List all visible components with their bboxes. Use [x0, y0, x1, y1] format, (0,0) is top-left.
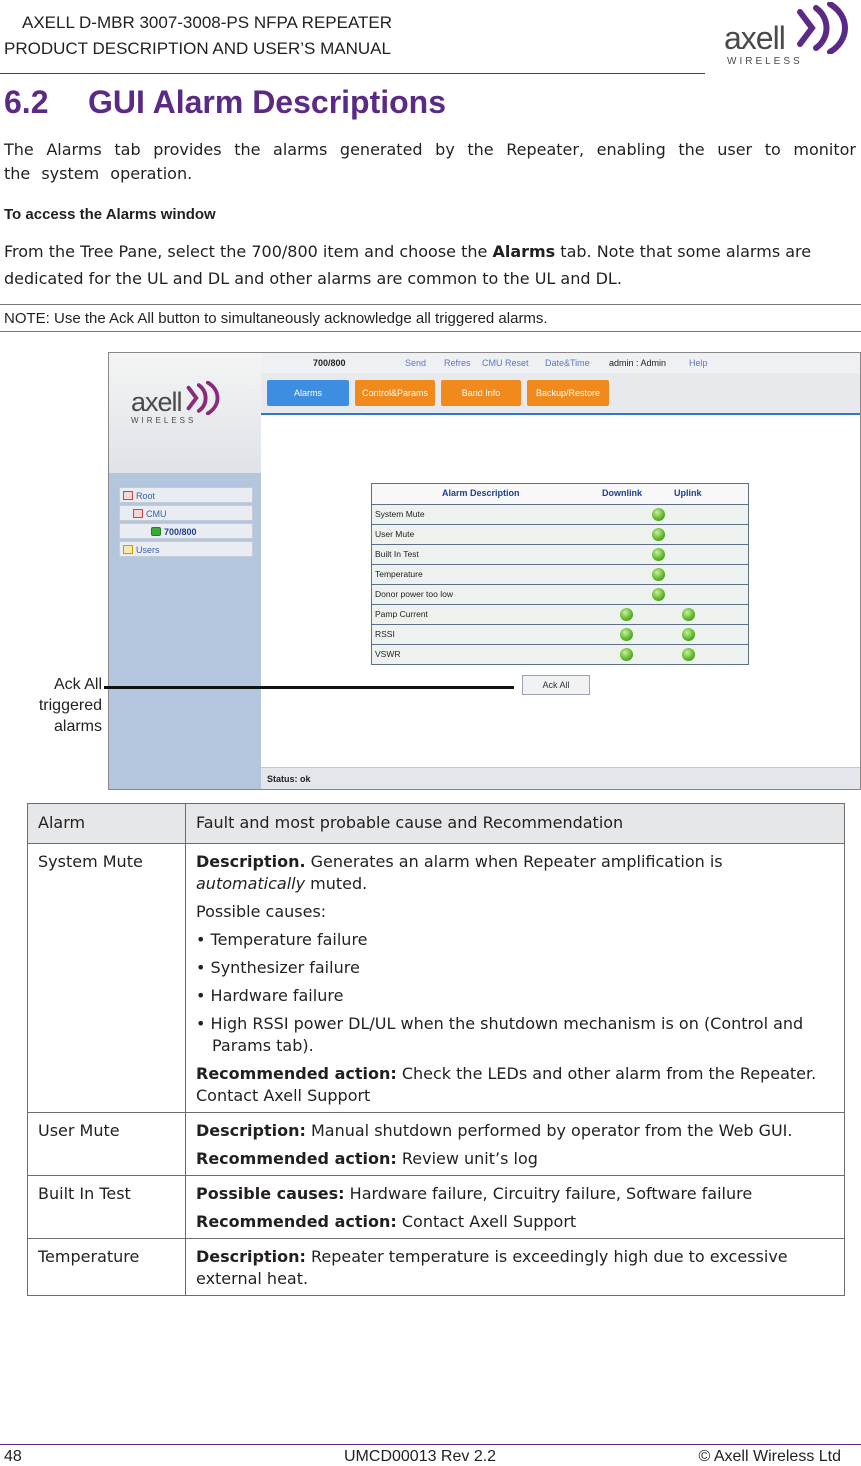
description-label: Description:: [196, 1247, 306, 1266]
intro-paragraph: The Alarms tab provides the alarms generated by the Repeater, enabling the user to monitor the system operation.: [4, 140, 856, 183]
cmu-icon: [133, 509, 143, 518]
row-recommendation: [196, 1211, 834, 1233]
alarm-status-row: [372, 524, 748, 544]
ack-all-button[interactable]: Ack All: [522, 675, 590, 695]
tree-label-cmu: CMU: [146, 509, 167, 519]
tree-item-users[interactable]: [119, 541, 253, 557]
footer-doc-id: UMCD00013 Rev 2.2: [344, 1448, 497, 1465]
header-fault: Fault and most probable cause and Recommendation: [186, 804, 845, 844]
bullet-text: High RSSI power DL/UL when the shutdown mechanism is on (Control and Params tab).: [210, 1014, 804, 1055]
tree-label-users: Users: [136, 545, 160, 555]
alarm-status-row: [372, 604, 748, 624]
alarm-status-row: [372, 564, 748, 584]
header-line-1: AXELL D-MBR 3007-3008-PS NFPA REPEATER: [22, 13, 393, 32]
help-link[interactable]: Help: [689, 358, 708, 368]
alarm-row-label: Built In Test: [375, 549, 419, 559]
description-label: Possible causes:: [196, 1184, 345, 1203]
description-label: Description:: [196, 1121, 306, 1140]
procedure-bold: Alarms: [492, 242, 556, 261]
sidebar-logo-area: [109, 353, 261, 473]
row-recommendation: [196, 1063, 834, 1107]
status-led-icon: [620, 608, 633, 621]
header-line-2: PRODUCT DESCRIPTION AND USER’S MANUAL: [4, 39, 391, 58]
row-description: [196, 1183, 834, 1205]
row-description: [196, 851, 834, 895]
status-led-icon: [652, 528, 665, 541]
topbar-device: 700/800: [313, 358, 346, 368]
table-row: [28, 1239, 845, 1296]
description-post: muted.: [305, 874, 368, 893]
callout-line: [104, 686, 514, 689]
root-icon: [123, 491, 133, 500]
bullet-text: Synthesizer failure: [210, 958, 360, 977]
axell-logo: [722, 2, 852, 68]
refresh-link[interactable]: Refres: [444, 358, 471, 368]
tree-label-root: Root: [136, 491, 156, 501]
status-led-icon: [620, 648, 633, 661]
band-icon: [151, 527, 161, 536]
header-rule: [0, 73, 705, 74]
tree-label-700-800: 700/800: [164, 527, 197, 537]
recommendation-text: Check the LEDs and other alarm from the Repeater. Contact Axell Support: [196, 1064, 817, 1105]
alarm-row-label: VSWR: [375, 649, 401, 659]
alarm-row-label: User Mute: [375, 529, 415, 539]
alarm-row-label: Donor power too low: [375, 589, 453, 599]
callout-line-2: triggered: [38, 697, 102, 714]
alarm-status-table: [371, 483, 749, 665]
footer-copyright: © Axell Wireless Ltd: [698, 1448, 841, 1465]
table-row: [28, 1113, 845, 1176]
footer-rule: [0, 1444, 861, 1445]
alarm-status-row: [372, 584, 748, 604]
alarm-status-row: [372, 624, 748, 644]
col-alarm-description: Alarm Description: [442, 488, 520, 498]
status-led-icon: [682, 628, 695, 641]
section-number: 6.2: [4, 84, 49, 120]
row-fault-cell: [186, 1239, 845, 1296]
description-text: Hardware failure, Circuitry failure, Software failure: [344, 1184, 753, 1203]
procedure-pre: From the Tree Pane, select the 700/800 item and choose the: [4, 242, 493, 261]
alarm-row-label: Temperature: [375, 569, 423, 579]
logo-signal-icon: [796, 2, 852, 54]
status-led-icon: [682, 648, 695, 661]
alarm-row-label: RSSI: [375, 629, 395, 639]
bullet-item: • High RSSI power DL/UL when the shutdown mechanism is on (Control and Params tab).: [196, 1014, 804, 1055]
recommendation-text: Contact Axell Support: [396, 1212, 577, 1231]
alarm-rows: [372, 504, 748, 664]
users-icon: [123, 545, 133, 554]
table-row: [28, 844, 845, 1113]
top-bar: [261, 353, 860, 374]
datetime-link[interactable]: Date&Time: [545, 358, 590, 368]
footer-page-number: 48: [4, 1448, 22, 1465]
col-uplink: Uplink: [674, 488, 702, 498]
row-alarm-name: Temperature: [28, 1239, 186, 1296]
alarm-row-label: System Mute: [375, 509, 425, 519]
user-label: admin : Admin: [609, 358, 667, 368]
status-led-icon: [652, 548, 665, 561]
running-header: [4, 10, 392, 62]
procedure-paragraph: [4, 238, 856, 292]
bullet-item: • Synthesizer failure: [196, 958, 360, 977]
tree-item-cmu[interactable]: [119, 505, 253, 521]
logo-sub: WIRELESS: [727, 56, 803, 67]
tab-alarms[interactable]: Alarms: [267, 380, 349, 406]
table-header-row: [28, 804, 845, 844]
recommendation-label: Recommended action:: [196, 1149, 397, 1168]
note: NOTE: Use the Ack All button to simultaneously acknowledge all triggered alarms.: [0, 304, 861, 332]
sidebar-logo-word: axell: [131, 387, 182, 417]
alarm-status-row: [372, 644, 748, 664]
bullet-item: • Temperature failure: [196, 930, 368, 949]
callout-label: [4, 674, 102, 737]
sidebar-logo-signal-icon: [186, 381, 222, 415]
bullet-item: • Hardware failure: [196, 986, 344, 1005]
description-em: automatically: [196, 874, 306, 893]
col-downlink: Downlink: [602, 488, 642, 498]
description-text: Repeater temperature is exceedingly high due to excessive external heat.: [196, 1247, 788, 1288]
logo-word: axell: [724, 20, 785, 56]
sidebar-logo-sub: WIRELESS: [131, 416, 197, 425]
tree-item-700-800[interactable]: [119, 523, 253, 539]
recommendation-label: Recommended action:: [196, 1212, 397, 1231]
header-alarm: Alarm: [28, 804, 186, 844]
row-description: [196, 1120, 834, 1142]
recommendation-text: Review unit’s log: [396, 1149, 538, 1168]
status-bar: Status: ok: [261, 767, 860, 789]
row-fault-cell: [186, 1176, 845, 1239]
callout-line-3: alarms: [53, 718, 102, 735]
alarm-status-row: [372, 544, 748, 564]
row-alarm-name: User Mute: [28, 1113, 186, 1176]
row-alarm-name: Built In Test: [28, 1176, 186, 1239]
description-pre: Generates an alarm when Repeater amplification is: [305, 852, 723, 871]
section-title: GUI Alarm Descriptions: [88, 84, 447, 120]
status-led-icon: [652, 568, 665, 581]
send-link[interactable]: Send: [405, 358, 427, 368]
section-heading: [4, 84, 446, 121]
cmu-reset-link[interactable]: CMU Reset: [482, 358, 529, 368]
procedure-post: tab. Note that some alarms are dedicated for the UL and DL and other alarms are common to the UL and DL.: [4, 242, 812, 288]
row-fault-cell: [186, 844, 845, 1113]
alarm-table-header: [372, 484, 748, 504]
description-text: Manual shutdown performed by operator from the Web GUI.: [305, 1121, 793, 1140]
procedure-heading: To access the Alarms window: [4, 206, 216, 223]
row-fault-cell: [186, 1113, 845, 1176]
status-led-icon: [620, 628, 633, 641]
recommendation-label: Recommended action:: [196, 1064, 397, 1083]
alarms-screenshot: [108, 352, 861, 790]
status-led-icon: [652, 588, 665, 601]
callout-line-1: Ack All: [53, 676, 102, 693]
tree-pane: [109, 353, 261, 789]
sidebar-logo: [131, 381, 222, 425]
bullet-text: Hardware failure: [210, 986, 344, 1005]
description-label: Description.: [196, 852, 306, 871]
tab-bar: [261, 373, 860, 415]
alarm-status-row: [372, 504, 748, 524]
row-alarm-name: System Mute: [28, 844, 186, 1113]
tree-item-root[interactable]: [119, 487, 253, 503]
alarm-row-label: Pamp Current: [375, 609, 428, 619]
bullet-text: Temperature failure: [210, 930, 368, 949]
table-row: [28, 1176, 845, 1239]
tab-backup-restore[interactable]: Backup/Restore: [527, 380, 609, 406]
status-led-icon: [652, 508, 665, 521]
row-description: [196, 1246, 834, 1290]
tab-band-info[interactable]: Band Info: [441, 380, 521, 406]
status-led-icon: [682, 608, 695, 621]
row-recommendation: [196, 1148, 834, 1170]
tab-control-params[interactable]: Control&Params: [355, 380, 435, 406]
causes-label: Possible causes:: [196, 902, 327, 921]
alarm-description-table: [27, 803, 845, 1296]
